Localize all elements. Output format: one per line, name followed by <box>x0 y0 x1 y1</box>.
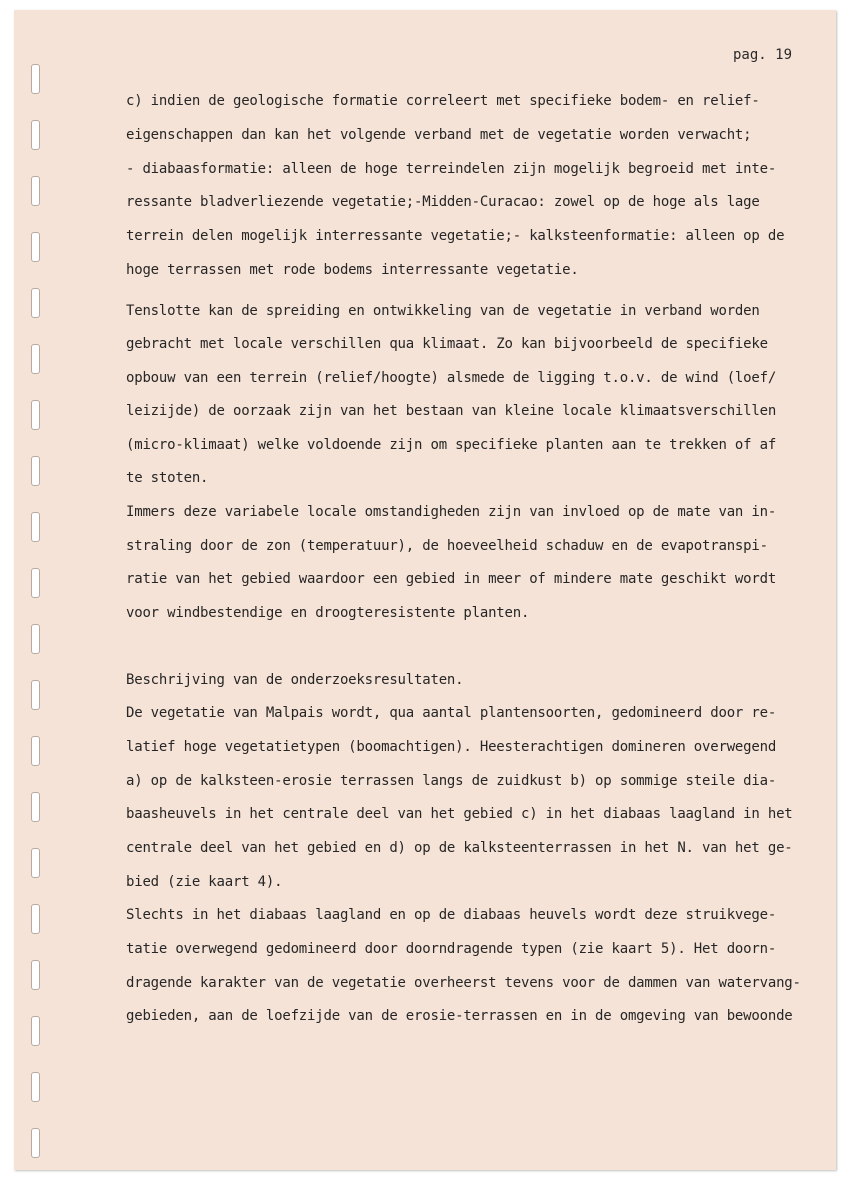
section-heading: Beschrijving van de onderzoeksresultaten. <box>126 672 464 688</box>
punch-hole <box>31 960 40 990</box>
punch-hole <box>31 1016 40 1046</box>
text-line: (micro-klimaat) welke voldoende zijn om specifieke planten aan te trekken of af <box>126 437 777 453</box>
text-line: - diabaasformatie: alleen de hoge terreindelen zijn mogelijk begroeid met inte- <box>126 161 777 177</box>
text-line: Slechts in het diabaas laagland en op de diabaas heuvels wordt deze struikvege- <box>126 907 777 923</box>
text-line: gebieden, aan de loefzijde van de erosie-terrassen en in de omgeving van bewoonde <box>126 1008 793 1024</box>
paper-sheet <box>14 10 836 1170</box>
punch-hole <box>31 680 40 710</box>
punch-hole <box>31 120 40 150</box>
text-line: baasheuvels in het centrale deel van het gebied c) in het diabaas laagland in het <box>126 806 793 822</box>
punch-hole <box>31 176 40 206</box>
text-line: hoge terrassen met rode bodems interressante vegetatie. <box>126 262 579 278</box>
punch-hole <box>31 232 40 262</box>
punch-hole <box>31 848 40 878</box>
text-line: terrein delen mogelijk interressante vegetatie;- kalksteenformatie: alleen op de <box>126 228 785 244</box>
page-number: pag. 19 <box>733 47 793 63</box>
punch-hole <box>31 624 40 654</box>
punch-hole <box>31 904 40 934</box>
punch-hole <box>31 456 40 486</box>
punch-hole <box>31 792 40 822</box>
text-line: De vegetatie van Malpais wordt, qua aantal plantensoorten, gedomineerd door re- <box>126 705 777 721</box>
punch-hole <box>31 1128 40 1158</box>
text-line: bied (zie kaart 4). <box>126 874 283 890</box>
punch-hole <box>31 736 40 766</box>
punch-hole <box>31 400 40 430</box>
text-line: c) indien de geologische formatie correleert met specifieke bodem- en relief- <box>126 93 760 109</box>
punch-hole <box>31 512 40 542</box>
text-line: Tenslotte kan de spreiding en ontwikkeling van de vegetatie in verband worden <box>126 303 760 319</box>
punch-hole <box>31 344 40 374</box>
text-line: a) op de kalksteen-erosie terrassen langs de zuidkust b) op sommige steile dia- <box>126 773 777 789</box>
text-line: opbouw van een terrein (relief/hoogte) alsmede de ligging t.o.v. de wind (loef/ <box>126 370 777 386</box>
punch-hole <box>31 64 40 94</box>
text-line: te stoten. <box>126 470 209 486</box>
text-line: eigenschappen dan kan het volgende verband met de vegetatie worden verwacht; <box>126 127 752 143</box>
text-line: voor windbestendige en droogteresistente planten. <box>126 605 530 621</box>
text-line: dragende karakter van de vegetatie overheerst tevens voor de dammen van watervang- <box>126 975 801 991</box>
punch-hole <box>31 1072 40 1102</box>
text-line: latief hoge vegetatietypen (boomachtigen). Heesterachtigen domineren overwegend <box>126 739 777 755</box>
punch-hole <box>31 288 40 318</box>
text-line: centrale deel van het gebied en d) op de kalksteenterrassen in het N. van het ge- <box>126 840 793 856</box>
text-line: ratie van het gebied waardoor een gebied in meer of mindere mate geschikt wordt <box>126 571 777 587</box>
text-line: leizijde) de oorzaak zijn van het bestaan van kleine locale klimaatsverschillen <box>126 403 777 419</box>
text-line: straling door de zon (temperatuur), de hoeveelheid schaduw en de evapotranspi- <box>126 538 768 554</box>
punch-hole <box>31 568 40 598</box>
text-line: tatie overwegend gedomineerd door doorndragende typen (zie kaart 5). Het doorn- <box>126 941 777 957</box>
text-line: Immers deze variabele locale omstandigheden zijn van invloed op de mate van in- <box>126 504 777 520</box>
text-line: gebracht met locale verschillen qua klimaat. Zo kan bijvoorbeeld de specifieke <box>126 336 768 352</box>
text-line: ressante bladverliezende vegetatie;-Midden-Curacao: zowel op de hoge als lage <box>126 194 760 210</box>
